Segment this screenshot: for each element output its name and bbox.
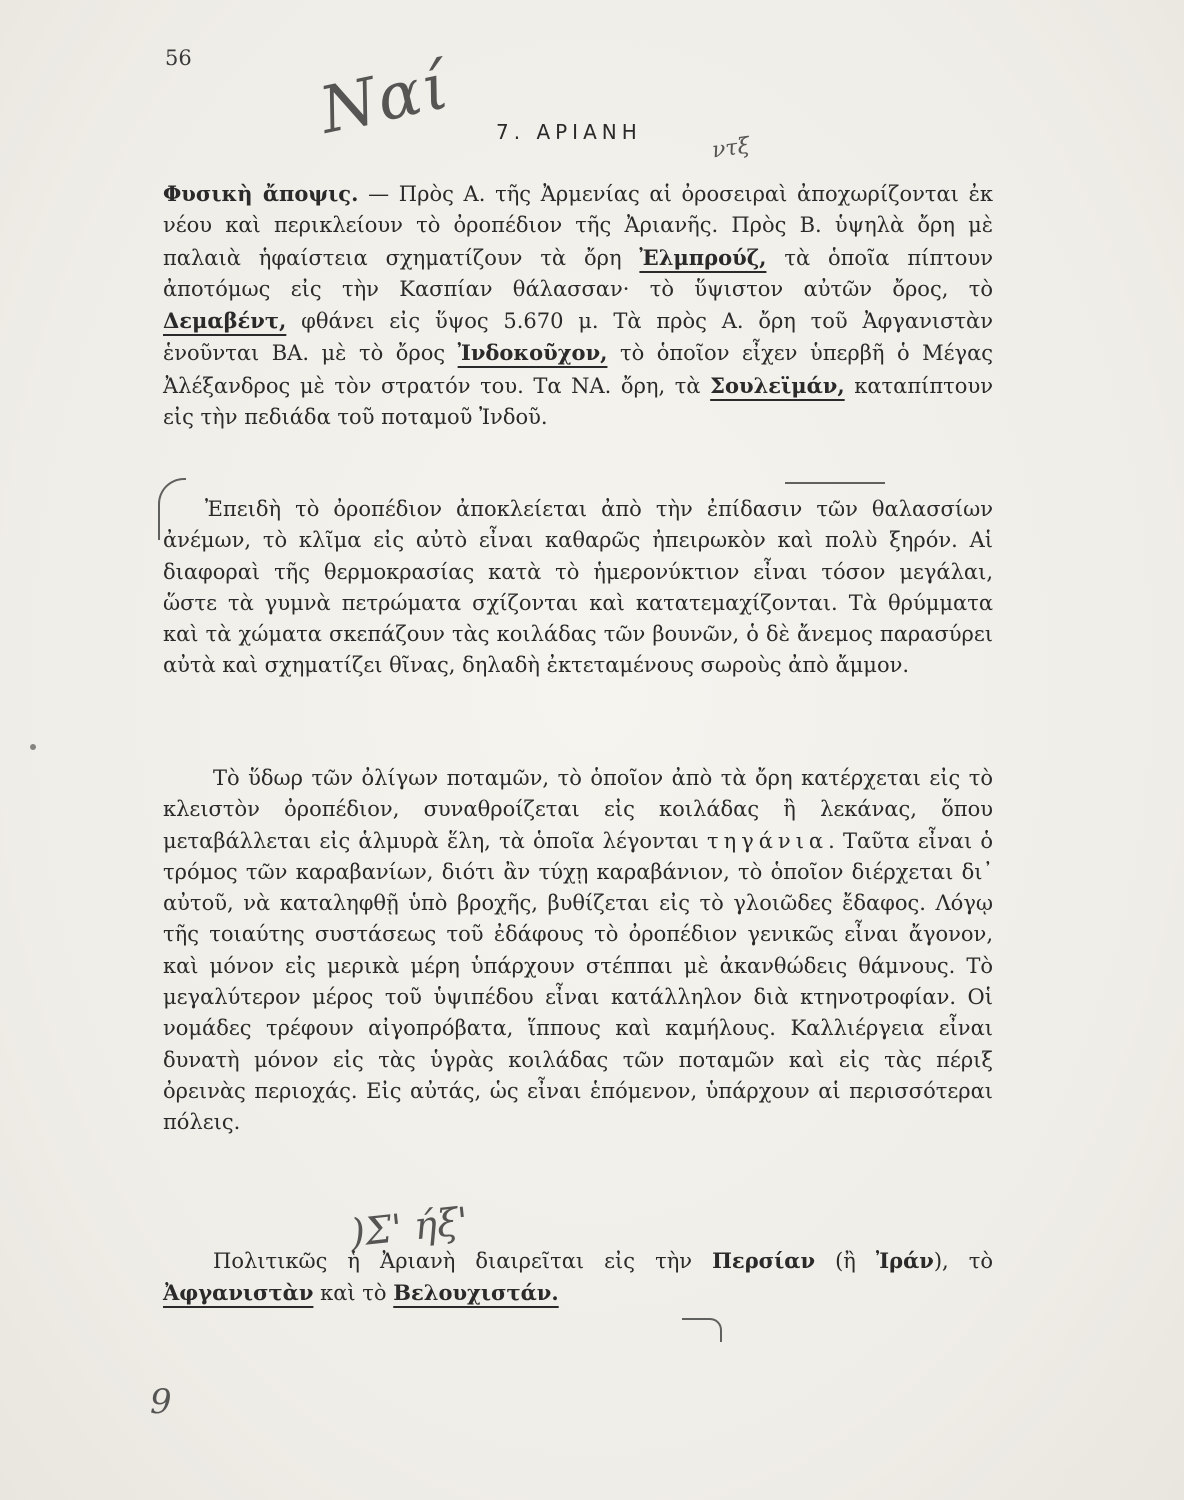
paragraph-text: καταπίπτουν εἰς τὴν πεδιάδα τοῦ ποταμοῦ Ἰνδοῦ. <box>163 373 993 430</box>
paragraph-text: τὸ ὁποῖον εἶχεν ὑπερβῆ ὁ Μέγας Ἀλέξανδρος μὲ τὸν στρατόν του. Τα ΝΑ. ὄρη, τὰ <box>163 341 994 398</box>
place-name-damavand: Δεμαβέντ, <box>163 308 287 334</box>
paragraph-text: (ἢ <box>815 1249 876 1273</box>
paragraph-political <box>163 1245 993 1310</box>
margin-dot <box>30 744 36 750</box>
place-name-suleiman: Σουλεϊμάν, <box>710 372 845 398</box>
handwritten-annotation-title: ντξ <box>710 133 752 164</box>
pen-underline-mark <box>785 482 885 484</box>
paragraph-text: φθάνει εἰς ὕψος 5.670 μ. Τὰ πρὸς Α. ὄρη τοῦ Ἀφγανιστὰν ἑνοῦνται ΒΑ. μὲ τὸ ὄρος <box>163 309 993 366</box>
paragraph-text: — Πρὸς Α. τῆς Ἀρμενίας αἱ ὀροσειραὶ ἀποχωρίζονται ἐκ νέου καὶ περικλείουν τὸ ὀροπέδιον τῆς Ἀριανῆς. Πρὸς Β. ὑψηλὰ ὄρη μὲ παλαιὰ ἡφαίστεια σχηματίζουν τὰ ὄρη <box>163 182 994 270</box>
place-name-hindu-kush: Ἰνδοκοῦχον, <box>457 340 608 366</box>
paragraph-text: . Ταῦτα εἶναι ὁ τρόμος τῶν καραβανίων, διότι ἂν τύχῃ καραβάνιον, τὸ ὁποῖον διέρχεται δι᾿ αὐτοῦ, νὰ καταληφθῇ ὑπὸ βροχῆς, βυθίζεται εἰς τὸ γλοιῶδες ἔδαφος. Λόγῳ τῆς τοιαύτης συστάσεως τοῦ ἐδάφους τὸ ὀροπέδιον γενικῶς εἶναι ἄγονον, καὶ μόνον εἰς μερικὰ μέρη ὑπάρχουν στέππαι μὲ ἀκανθώδεις θάμνους. Τὸ μεγαλύτερον μέρος τοῦ ὑψιπέδου εἶναι κατάλληλον διὰ κτηνοτροφίαν. Οἱ νομάδες τρέφουν αἰγοπρόβατα, ἵππους καὶ καμήλους. Καλλιέργεια εἶναι δυνατὴ μόνον εἰς τὰς ὑγρὰς κοιλάδας τῶν ποταμῶν καὶ εἰς τὰς πέριξ ὀρεινὰς περιοχάς. Εἰς αὐτάς, ὡς εἶναι ἑπόμενον, ὑπάρχουν αἱ περισσότεραι πόλεις. <box>163 828 993 1135</box>
page-number: 56 <box>165 46 192 70</box>
section-heading: Φυσικὴ ἄποψις. <box>163 181 359 206</box>
handwritten-annotation-bottom: 9 <box>150 1382 172 1422</box>
paragraph-rivers <box>163 763 993 1139</box>
paragraph-text: τὰ ὁποῖα πίπτουν ἀποτόμως εἰς τὴν Κασπίαν θάλασσαν· τὸ ὕψιστον αὐτῶν ὄρος, τὸ <box>163 245 993 301</box>
paragraph-text: Τὸ ὕδωρ τῶν ὀλίγων ποταμῶν, τὸ ὁποῖον ἀπὸ τὰ ὄρη κατέρχεται εἰς τὸ κλειστὸν ὀροπέδιον, συναθροίζεται εἰς κοιλάδας ἢ λεκάνας, ὅπου μεταβάλλεται εἰς ἁλμυρὰ ἕλη, τὰ ὁποῖα λέγονται <box>163 766 993 853</box>
place-name-iran: Ἰράν <box>875 1248 934 1273</box>
paragraph-text: ), τὸ <box>933 1249 993 1273</box>
paragraph-text: Πολιτικῶς ἡ Ἀριανὴ διαιρεῖται εἰς τὴν <box>213 1249 713 1273</box>
place-name-baluchistan: Βελουχιστάν. <box>393 1280 559 1306</box>
spaced-term: τηγάνια <box>707 828 829 853</box>
place-name-afghanistan: Ἀφγανιστὰν <box>163 1280 314 1306</box>
pen-hook-mark <box>682 1318 722 1342</box>
handwritten-annotation-top: Ναί <box>313 49 457 149</box>
place-name-elburz: Ἐλμπρούζ, <box>639 244 767 270</box>
handwritten-annotation-margin: )Σ' ήξ' <box>348 1198 471 1256</box>
place-name-persia: Περσίαν <box>712 1248 816 1273</box>
paragraph-physical-aspect <box>163 178 993 433</box>
paragraph-text: καὶ τὸ <box>313 1281 394 1306</box>
chapter-title: 7. ΑΡΙΑΝΗ <box>496 120 642 144</box>
paragraph-climate: Ἐπειδὴ τὸ ὀροπέδιον ἀποκλείεται ἀπὸ τὴν ἐπίδασιν τῶν θαλασσίων ἀνέμων, τὸ κλῖμα εἰς αὐτὸ εἶναι καθαρῶς ἠπειρωκὸν καὶ πολὺ ξηρόν. Αἱ διαφοραὶ τῆς θερμοκρασίας κατὰ τὸ ἡμερονύκτιον εἶναι τόσον μεγάλαι, ὥστε τὰ γυμνὰ πετρώματα σχίζονται καὶ κατατεμαχίζονται. Τὰ θρύμματα καὶ τὰ χώματα σκεπάζουν τὰς κοιλάδας τῶν βουνῶν, ὁ δὲ ἄνεμος παρασύρει αὐτὰ καὶ σχηματίζει θῖνας, δηλαδὴ ἐκτεταμένους σωροὺς ἀπὸ ἄμμον. <box>163 497 993 678</box>
